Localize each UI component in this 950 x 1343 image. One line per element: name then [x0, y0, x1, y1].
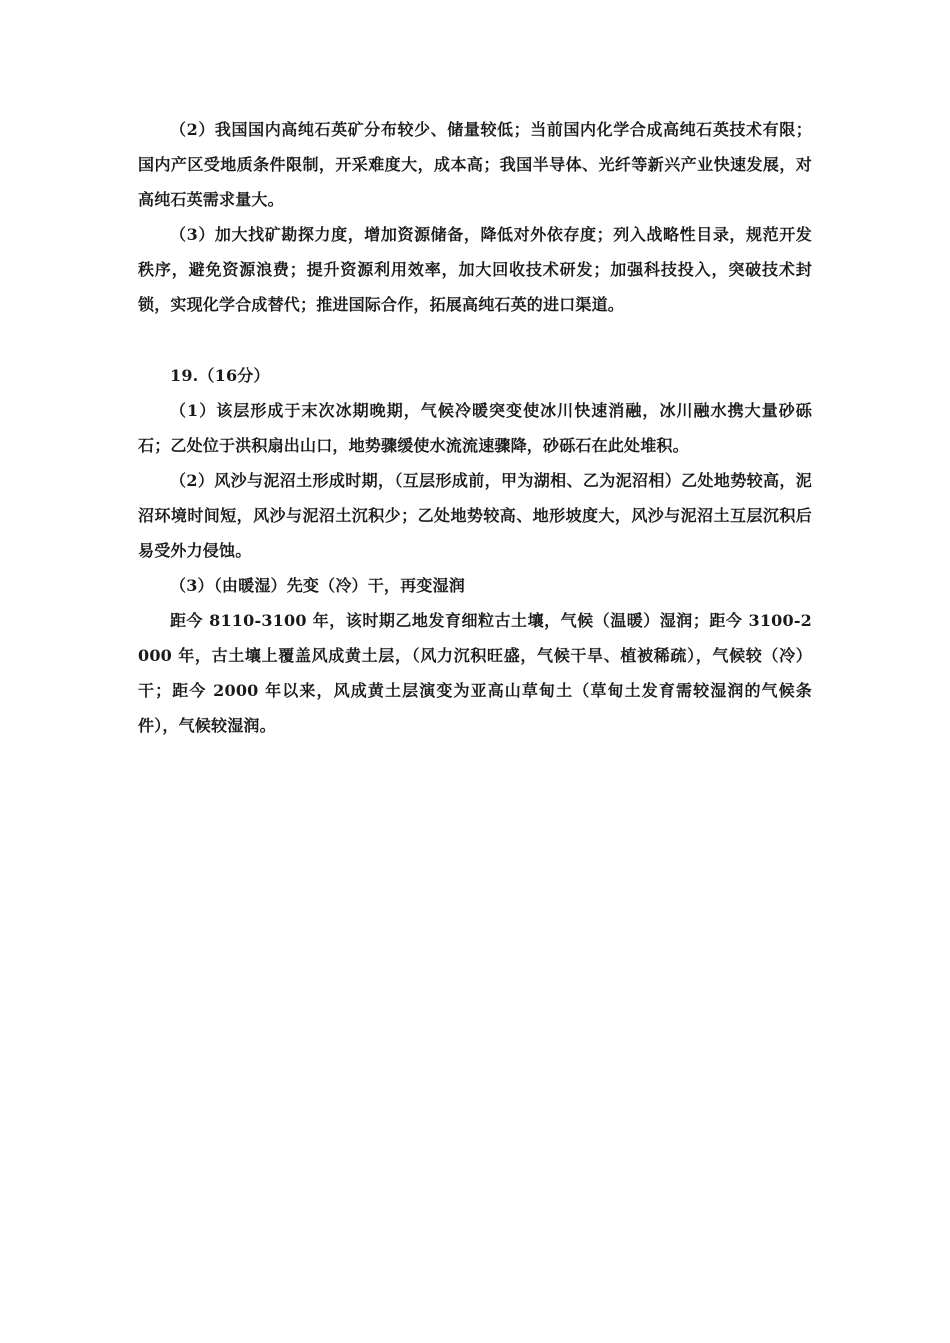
question-19-heading: 19.（16分） [170, 366, 270, 385]
answer-19-part-2: （2）风沙与泥沼土形成时期，（互层形成前，甲为湖相、乙为泥沼相）乙处地势较高，泥沼环境时间短，风沙与泥沼土沉积少；乙处地势较高、地形坡度大，风沙与泥沼土互层沉积后易受外力侵蚀。 [138, 471, 812, 560]
answer-19-part-1: （1）该层形成于末次冰期晚期，气候冷暖突变使冰川快速消融，冰川融水携大量砂砾石；乙处位于洪积扇出山口，地势骤缓使水流流速骤降，砂砾石在此处堆积。 [138, 401, 812, 455]
answer-19-part-3: （3）（由暖湿）先变（冷）干，再变湿润 [170, 576, 465, 595]
answer-18-part-2: （2）我国国内高纯石英矿分布较少、储量较低；当前国内化学合成高纯石英技术有限；国内产区受地质条件限制，开采难度大，成本高；我国半导体、光纤等新兴产业快速发展，对高纯石英需求量大。 [138, 120, 812, 209]
answer-content [138, 112, 812, 743]
answer-18-part-3: （3）加大找矿勘探力度，增加资源储备，降低对外依存度；列入战略性目录，规范开发秩序，避免资源浪费；提升资源利用效率，加大回收技术研发；加强科技投入，突破技术封锁，实现化学合成替代；推进国际合作，拓展高纯石英的进口渠道。 [138, 225, 812, 314]
answer-19-part-3-explanation: 距今 8110-3100 年，该时期乙地发育细粒古土壤，气候（温暖）湿润；距今 3100-2000 年，古土壤上覆盖风成黄土层，（风力沉积旺盛，气候干旱、植被稀疏），气候较（冷）干；距今 2000 年以来，风成黄土层演变为亚高山草甸土（草甸土发育需较湿润的气候条件），气候较湿润。 [138, 611, 812, 735]
